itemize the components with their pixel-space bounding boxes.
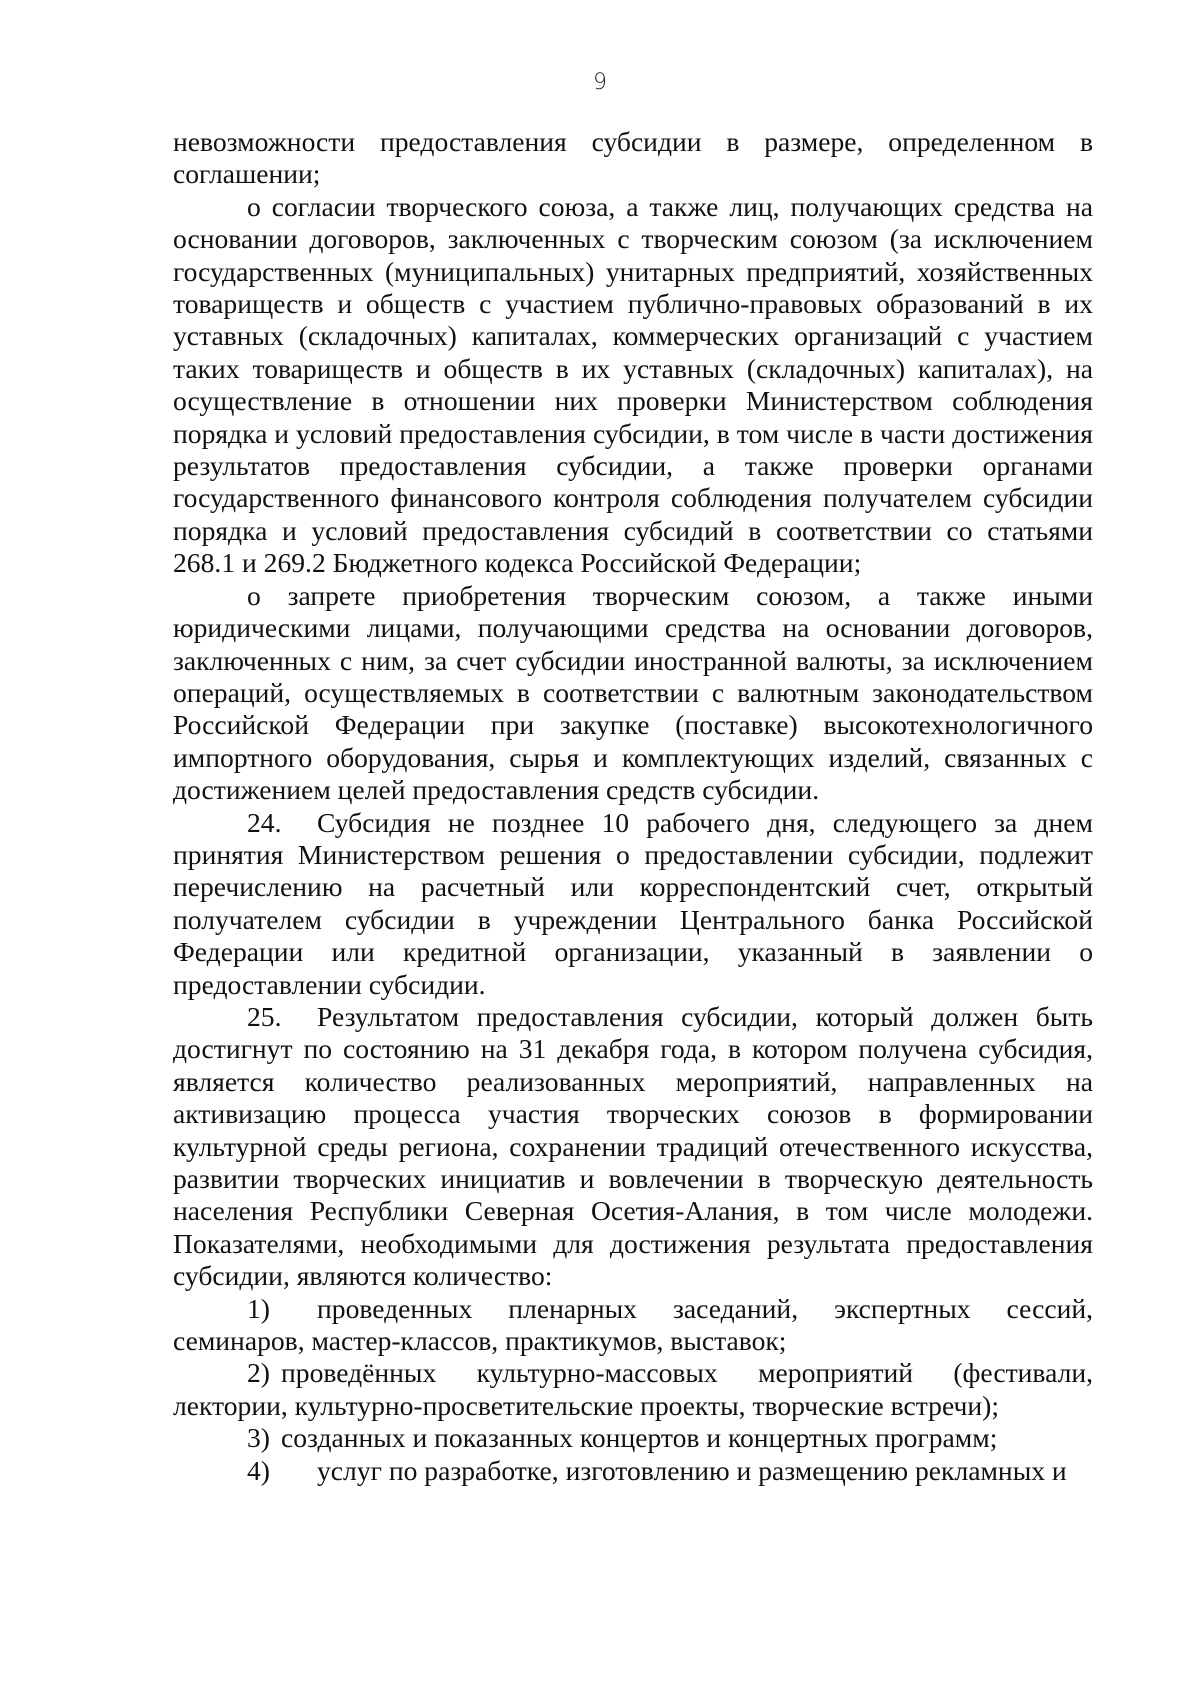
paragraph-text: Результатом предоставления субсидии, который должен быть достигнут по состоянию на 31 декабря года, в котором получена субсидия, является количество реализованных мероприятий, направленных на активизацию процесса участия творческих союзов в формировании культурной среды региона, сохранении традиций отечественного искусства, развитии творческих инициатив и вовлечении в творческую деятельность населения Республики Северная Осетия-Алания, в том числе молодежи. Показателями, необходимыми для достижения результата предоставления субсидии, являются количество: [173, 1000, 1093, 1292]
paragraph-text: созданных и показанных концертов и концертных программ; [281, 1422, 998, 1454]
page-number: 9 [593, 70, 607, 95]
list-item-number: 4) [247, 1454, 270, 1486]
paragraph-intro-continuation [173, 126, 1093, 191]
paragraph-text: о запрете приобретения творческим союзом, а также иными юридическими лицами, получающими средства на основании договоров, заключенных с ним, за счет субсидии иностранной валюты, за исключением операций, осуществляемых в соответствии с валютным законодательством Российской Федерации при закупке (поставке) высокотехнологичного импортного оборудования, сырья и комплектующих изделий, связанных с достижением целей предоставления средств субсидии. [173, 579, 1093, 806]
list-item-4 [173, 1455, 1093, 1487]
list-item-1 [173, 1293, 1093, 1358]
list-item-number: 1) [247, 1292, 270, 1324]
paragraph-text: о согласии творческого союза, а также лиц, получающих средства на основании договоров, заключенных с творческим союзом (за исключением государственных (муниципальных) унитарных предприятий, хозяйственных товариществ и обществ с участием публично-правовых образований в их уставных (складочных) капиталах, коммерческих организаций с участием таких товариществ и обществ в их уставных (складочных) капиталах), на осуществление в отношении них проверки Министерством соблюдения порядка и условий предоставления субсидии, в том числе в части достижения результатов предоставления субсидии, а также проверки органами государственного финансового контроля соблюдения получателем субсидии порядка и условий предоставления субсидий в соответствии со статьями 268.1 и 269.2 Бюджетного кодекса Российской Федерации; [173, 190, 1093, 579]
paragraph-text: Субсидия не позднее 10 рабочего дня, следующего за днем принятия Министерством решения о предоставлении субсидии, подлежит перечислению на расчетный или корреспондентский счет, открытый получателем субсидии в учреждении Центрального банка Российской Федерации или кредитной организации, указанный в заявлении о предоставлении субсидии. [173, 806, 1093, 1000]
list-item-2 [173, 1357, 1093, 1422]
paragraph-currency-prohibition [173, 580, 1093, 807]
list-item-number: 2) [247, 1357, 270, 1389]
paragraph-text: невозможности предоставления субсидии в размере, определенном в соглашении; [173, 126, 1093, 190]
paragraph-text: услуг по разработке, изготовлению и размещению рекламных и [317, 1454, 1067, 1486]
clause-number: 25. [247, 1000, 282, 1032]
document-body [173, 126, 1093, 1487]
paragraph-text: проведенных пленарных заседаний, экспертных сессий, семинаров, мастер-классов, практикумов, выставок; [173, 1292, 1093, 1357]
clause-24 [173, 807, 1093, 1001]
paragraph-text: проведённых культурно-массовых мероприятий (фестивали, лектории, культурно-просветительские проекты, творческие встречи); [173, 1357, 1093, 1421]
clause-number: 24. [247, 806, 282, 838]
paragraph-consent-inspection [173, 191, 1093, 580]
list-item-3 [173, 1422, 1093, 1454]
list-item-number: 3) [247, 1422, 270, 1454]
clause-25 [173, 1001, 1093, 1293]
